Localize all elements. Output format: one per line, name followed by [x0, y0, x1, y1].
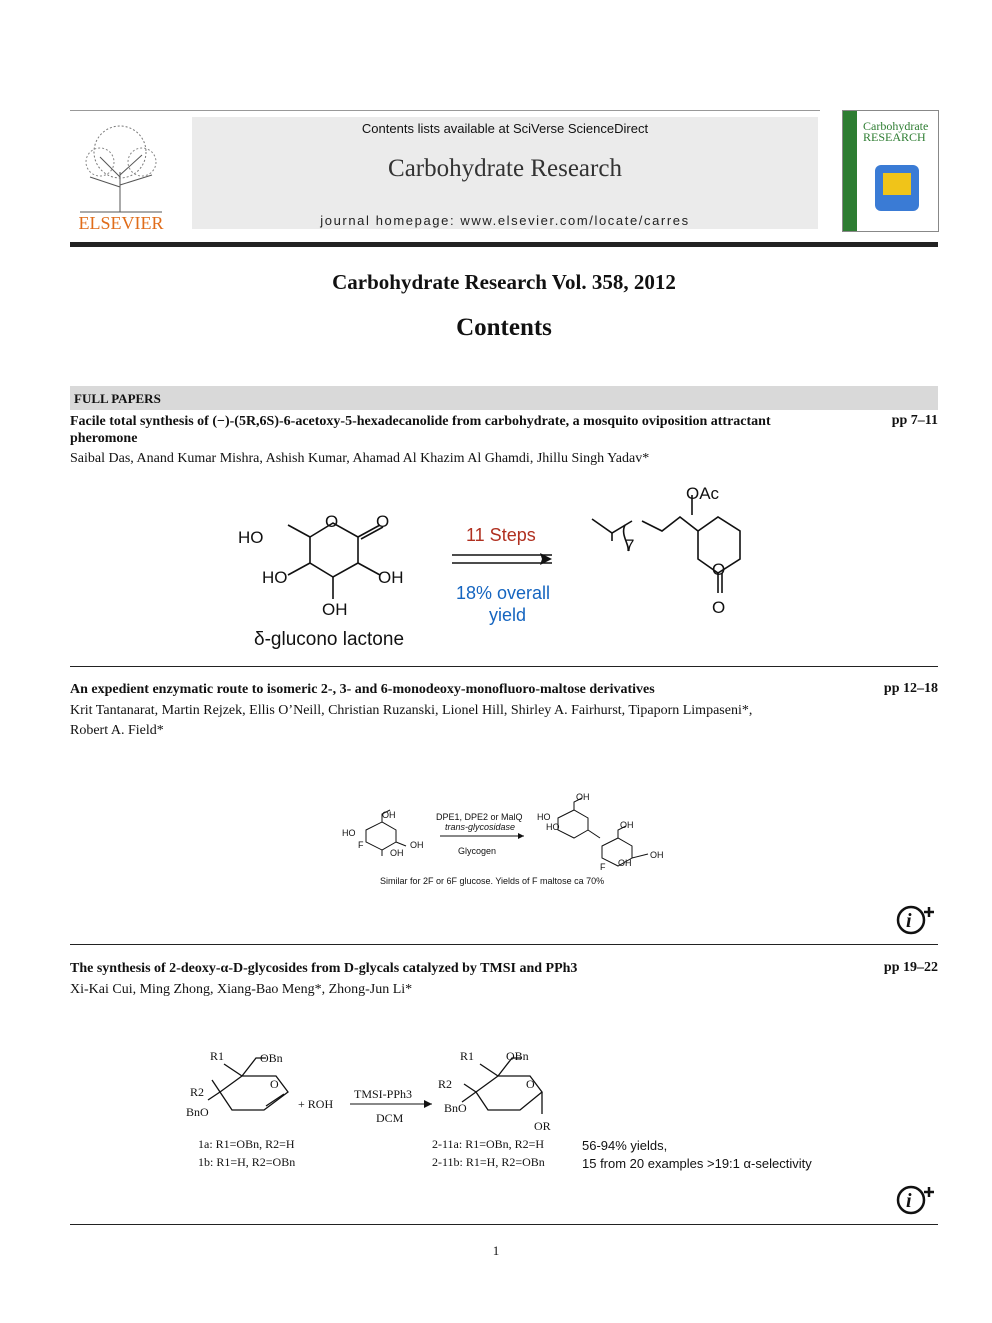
- svg-text:OH: OH: [618, 858, 632, 868]
- volume-title: Carbohydrate Research Vol. 358, 2012: [332, 270, 676, 294]
- svg-text:HO: HO: [546, 822, 560, 832]
- svg-text:O: O: [526, 1077, 535, 1091]
- elsevier-tree-icon: [70, 117, 172, 232]
- svg-text:Glycogen: Glycogen: [458, 846, 497, 856]
- svg-text:BnO: BnO: [444, 1101, 467, 1115]
- article-1-graphical-abstract: [200, 475, 780, 655]
- svg-text:i: i: [906, 910, 912, 932]
- svg-text:i: i: [906, 1190, 912, 1212]
- journal-name[interactable]: Carbohydrate Research: [388, 155, 622, 182]
- svg-text:OH: OH: [576, 792, 590, 802]
- svg-text:DCM: DCM: [376, 1111, 404, 1125]
- svg-text:TMSI-PPh3: TMSI-PPh3: [354, 1087, 413, 1101]
- svg-text:2-11a: R1=OBn, R2=H: 2-11a: R1=OBn, R2=H: [432, 1137, 545, 1151]
- svg-text:OH: OH: [378, 568, 404, 587]
- svg-text:OAc: OAc: [686, 484, 720, 503]
- elsevier-logo: [70, 117, 172, 232]
- page-number: 1: [492, 1243, 500, 1258]
- article-1-authors: Saibal Das, Anand Kumar Mishra, Ashish Kumar, Ahamad Al Khazim Al Ghamdi, Jhillu Singh Yadav*: [70, 451, 650, 466]
- svg-text:yield: yield: [489, 605, 527, 625]
- article-divider-2: [70, 944, 938, 945]
- article-2-graphical-abstract: [330, 788, 690, 898]
- svg-text:OR: OR: [534, 1119, 551, 1133]
- article-2-pages: pp 12–18: [883, 681, 938, 696]
- article-3-graphical-abstract: [180, 1040, 840, 1180]
- svg-text:HO: HO: [537, 812, 551, 822]
- svg-text:56-94% yields,: 56-94% yields,: [582, 1138, 668, 1153]
- svg-text:F: F: [600, 862, 606, 872]
- article-3-title[interactable]: The synthesis of 2-deoxy-α-D-glycosides from D-glycals catalyzed by TMSI and PPh3: [70, 961, 578, 976]
- article-3-pages: pp 19–22: [883, 960, 938, 975]
- svg-text:R1: R1: [210, 1049, 225, 1063]
- availability-text: Contents lists available at SciVerse ScienceDirect: [361, 121, 649, 136]
- svg-text:OBn: OBn: [506, 1049, 529, 1063]
- info-plus-icon-3[interactable]: [896, 1183, 938, 1217]
- cover-title-1: Carbohydrate: [863, 119, 929, 133]
- svg-text:1a: R1=OBn, R2=H: 1a: R1=OBn, R2=H: [198, 1137, 295, 1151]
- header-top-rule: [70, 110, 820, 111]
- article-2-title[interactable]: An expedient enzymatic route to isomeric 2-, 3- and 6-monodeoxy-monofluoro-maltose derivatives: [70, 682, 655, 697]
- svg-text:OH: OH: [620, 820, 634, 830]
- article-divider-3: [70, 1224, 938, 1225]
- svg-text:+ ROH: + ROH: [298, 1097, 334, 1111]
- section-bar-full-papers: [70, 386, 938, 410]
- contents-heading: Contents: [456, 314, 552, 341]
- svg-text:O: O: [712, 560, 726, 579]
- svg-text:OH: OH: [650, 850, 664, 860]
- svg-text:OH: OH: [322, 600, 348, 619]
- svg-text:HO: HO: [262, 568, 288, 587]
- svg-text:OBn: OBn: [260, 1051, 283, 1065]
- svg-text:15 from 20 examples >19:1 α-se: 15 from 20 examples >19:1 α-selectivity: [582, 1156, 812, 1171]
- svg-text:HO: HO: [342, 828, 356, 838]
- svg-text:O: O: [376, 512, 390, 531]
- info-plus-icon-2[interactable]: [896, 903, 938, 937]
- svg-text:OH: OH: [410, 840, 424, 850]
- svg-text:δ-glucono lactone: δ-glucono lactone: [254, 629, 405, 650]
- svg-text:O: O: [270, 1077, 279, 1091]
- svg-text:trans-glycosidase: trans-glycosidase: [445, 822, 516, 832]
- svg-text:O: O: [325, 512, 339, 531]
- header-thick-rule: [70, 242, 938, 247]
- section-label: FULL PAPERS: [74, 391, 161, 406]
- article-1-title[interactable]: Facile total synthesis of (−)-(5R,6S)-6-acetoxy-5-hexadecanolide from carbohydrate, a mosquito oviposition attractant pheromone: [70, 414, 771, 446]
- svg-text:R1: R1: [460, 1049, 475, 1063]
- article-2-authors: Krit Tantanarat, Martin Rejzek, Ellis O’Neill, Christian Ruzanski, Lionel Hill, Shirley A. Fairhurst, Tipaporn Limpaseni*, Robert A. Field*: [70, 703, 753, 738]
- svg-text:1b: R1=H, R2=OBn: 1b: R1=H, R2=OBn: [198, 1155, 296, 1169]
- cover-title-2: RESEARCH: [863, 130, 926, 144]
- svg-text:7: 7: [625, 536, 635, 555]
- svg-text:R2: R2: [438, 1077, 453, 1091]
- svg-text:Similar for 2F or 6F glucose.: Similar for 2F or 6F glucose. Yields of F maltose ca 70%: [380, 876, 605, 886]
- svg-text:HO: HO: [238, 528, 264, 547]
- article-divider-1: [70, 666, 938, 667]
- journal-homepage[interactable]: journal homepage: www.elsevier.com/locate/carres: [320, 213, 690, 228]
- svg-text:OH: OH: [382, 810, 396, 820]
- svg-text:DPE1, DPE2 or MalQ: DPE1, DPE2 or MalQ: [436, 812, 523, 822]
- journal-cover: [842, 110, 939, 232]
- svg-text:ELSEVIER: ELSEVIER: [78, 213, 164, 232]
- svg-text:OH: OH: [390, 848, 404, 858]
- svg-text:F: F: [358, 840, 364, 850]
- article-1-pages: pp 7–11: [891, 413, 938, 428]
- svg-text:18% overall: 18% overall: [456, 583, 551, 603]
- svg-text:O: O: [712, 598, 726, 617]
- svg-text:2-11b: R1=H, R2=OBn: 2-11b: R1=H, R2=OBn: [432, 1155, 545, 1169]
- svg-text:R2: R2: [190, 1085, 205, 1099]
- svg-text:BnO: BnO: [186, 1105, 209, 1119]
- svg-text:11 Steps: 11 Steps: [466, 525, 536, 545]
- article-3-authors: Xi-Kai Cui, Ming Zhong, Xiang-Bao Meng*, Zhong-Jun Li*: [70, 982, 413, 997]
